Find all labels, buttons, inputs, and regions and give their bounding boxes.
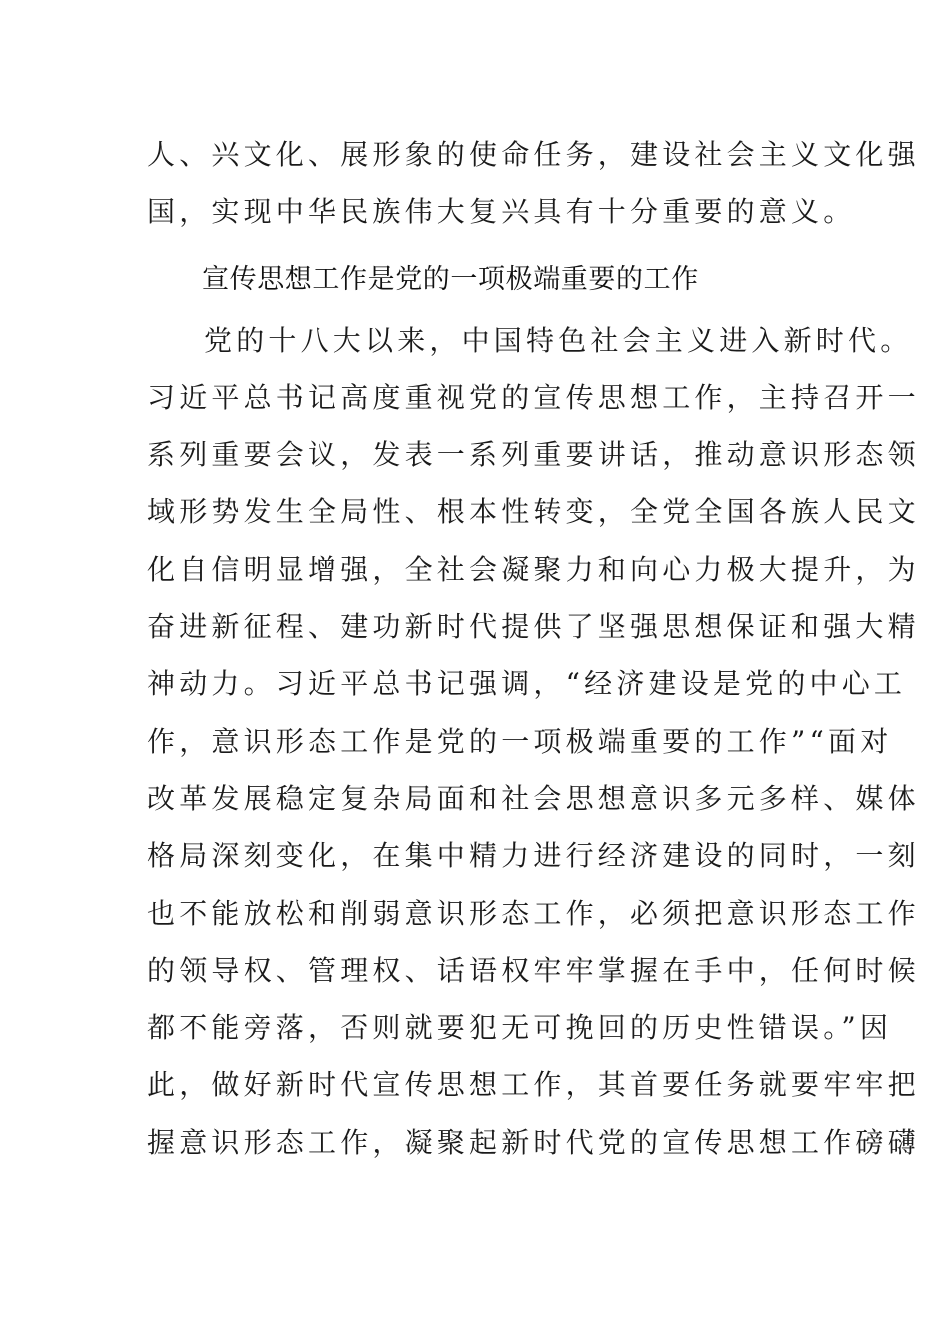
paragraph-line: 国，实现中华民族伟大复兴具有十分重要的意义。: [147, 195, 856, 229]
paragraph-line: 的领导权、管理权、话语权牢牢掌握在手中，任何时候: [147, 953, 920, 987]
paragraph-line: 握意识形态工作，凝聚起新时代党的宣传思想工作磅礴: [147, 1125, 920, 1159]
paragraph-line: 也不能放松和削弱意识形态工作，必须把意识形态工作: [147, 896, 920, 930]
paragraph-line: 习近平总书记高度重视党的宣传思想工作，主持召开一: [147, 380, 920, 414]
document-body: [147, 126, 920, 1171]
paragraph-2: [147, 312, 920, 1171]
paragraph-line: 系列重要会议，发表一系列重要讲话，推动意识形态领: [147, 438, 920, 472]
paragraph-line: 党的十八大以来，中国特色社会主义进入新时代。: [204, 323, 913, 357]
section-heading: 宣传思想工作是党的一项极端重要的工作: [202, 263, 699, 295]
paragraph-line: 化自信明显增强，全社会凝聚力和向心力极大提升，为: [147, 552, 920, 586]
paragraph-line: 作，意识形态工作是党的一项极端重要的工作”“面对: [147, 724, 893, 758]
paragraph-line: 人、兴文化、展形象的使命任务，建设社会主义文化强: [147, 138, 920, 171]
paragraph-line: 都不能旁落，否则就要犯无可挽回的历史性错误。”因: [147, 1011, 893, 1045]
paragraph-1: [147, 126, 920, 241]
paragraph-line: 格局深刻变化，在集中精力进行经济建设的同时，一刻: [147, 839, 920, 873]
paragraph-line: 此，做好新时代宣传思想工作，其首要任务就要牢牢把: [147, 1068, 920, 1102]
paragraph-line: 奋进新征程、建功新时代提供了坚强思想保证和强大精: [147, 610, 920, 644]
paragraph-line: 神动力。习近平总书记强调，“经济建设是党的中心工: [147, 667, 907, 701]
paragraph-line: 改革发展稳定复杂局面和社会思想意识多元多样、媒体: [147, 781, 920, 815]
paragraph-line: 域形势发生全局性、根本性转变，全党全国各族人民文: [147, 495, 920, 529]
